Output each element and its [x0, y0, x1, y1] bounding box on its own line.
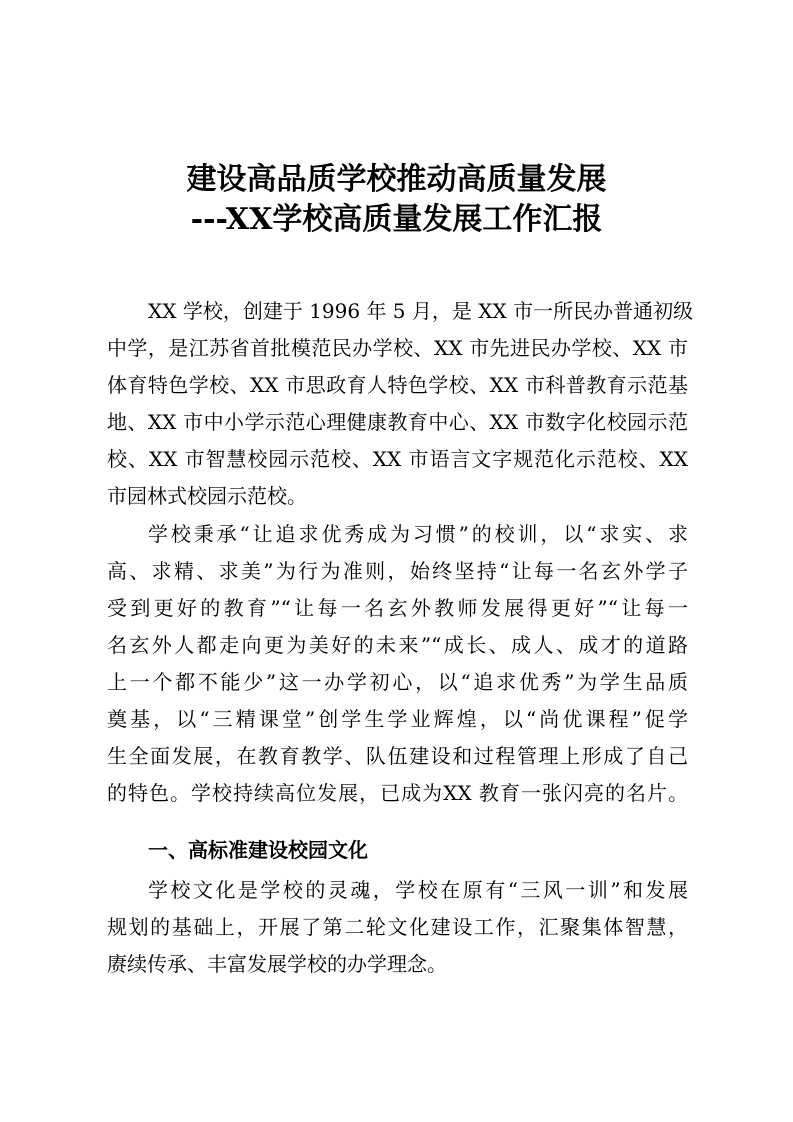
text-line: 市园林式校园示范校。	[107, 484, 307, 508]
text-line: 学校秉承“让追求优秀成为习惯”的校训，以“求实、求	[148, 522, 688, 546]
text-line: 名玄外人都走向更为美好的未来”“成长、成人、成才的道路	[107, 633, 688, 657]
text-line: 高、求精、求美”为行为准则，始终坚持“让每一名玄外学子	[107, 559, 688, 583]
document-title-line-2: ---XX学校高质量发展工作汇报	[190, 202, 603, 237]
text-line: 赓续传承、丰富发展学校的办学理念。	[107, 952, 447, 976]
text-line: 地、XX 市中小学示范心理健康教育中心、XX 市数字化校园示范	[107, 410, 688, 434]
text-line: 受到更好的教育”“让每一名玄外教师发展得更好”“让每一	[107, 596, 688, 620]
text-line: XX 学校，创建于 1996 年 5 月，是 XX 市一所民办普通初级	[148, 299, 694, 323]
text-line: 生全面发展，在教育教学、队伍建设和过程管理上形成了自己	[107, 744, 688, 768]
text-line: 规划的基础上，开展了第二轮文化建设工作，汇聚集体智慧，	[107, 915, 688, 939]
section-heading: 一、高标准建设校园文化	[148, 838, 368, 862]
text-line: 体育特色学校、XX 市思政育人特色学校、XX 市科普教育示范基	[107, 373, 688, 397]
text-line: 校、XX 市智慧校园示范校、XX 市语言文字规范化示范校、XX	[107, 447, 688, 471]
text-line: 学校文化是学校的灵魂，学校在原有“三风一训”和发展	[148, 878, 688, 902]
text-line: 上一个都不能少”这一办学初心，以“追求优秀”为学生品质	[107, 670, 688, 694]
document-title-line-1: 建设高品质学校推动高质量发展	[186, 162, 607, 197]
text-line: 中学，是江苏省首批模范民办学校、XX 市先进民办学校、XX 市	[107, 336, 688, 360]
text-line: 的特色。学校持续高位发展，已成为XX 教育一张闪亮的名片。	[107, 781, 688, 805]
text-line: 奠基，以“三精课堂”创学生学业辉煌，以“尚优课程”促学	[107, 707, 688, 731]
